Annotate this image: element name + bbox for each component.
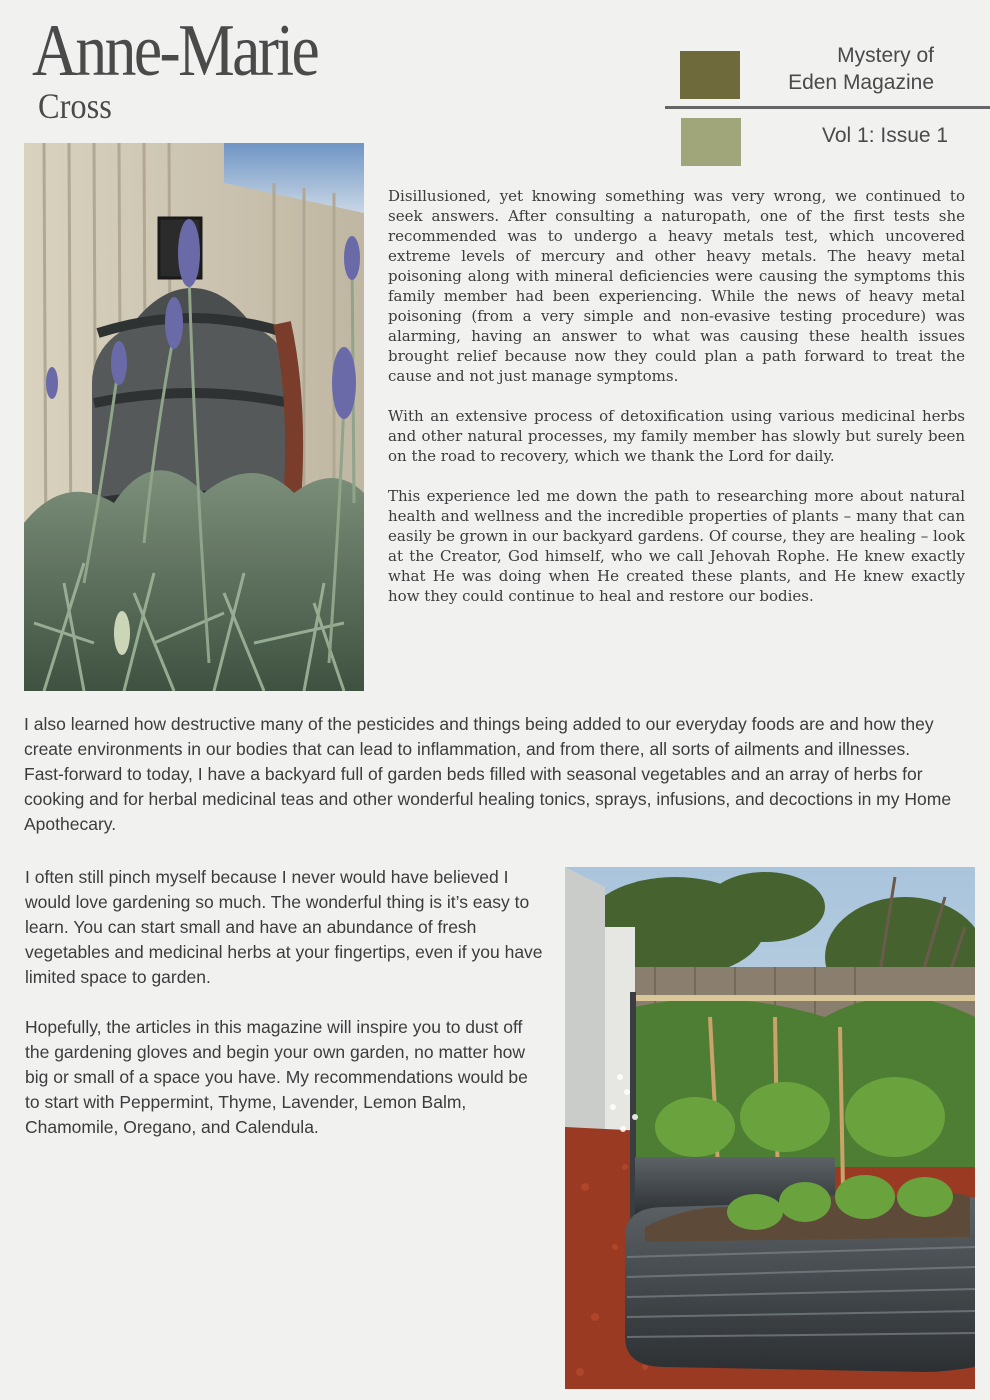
lower-paragraph: Hopefully, the articles in this magazine will inspire you to dust off the gardening gloves and begin your own garden, no matter how big or small of a space you have. My recommendations would be to start with Peppermint, Thyme, Lavender, Lemon Balm, Chamomile, Oregano, and Calendula. bbox=[25, 1017, 528, 1137]
column-paragraph: Disillusioned, yet knowing something was very wrong, we continued to seek answers. After consulting a naturopath, one of the first tests she recommended was to undergo a heavy metals test, which uncovered extreme levels of mercury and other heavy metals. The heavy metal poisoning along with mineral deficiencies were causing the symptoms this family member had been experiencing. While the news of heavy metal poisoning (from a very simple and non-evasive testing procedure) was alarming, having an answer to what was causing these health issues brought relief because now they could plan a path forward to treat the cause and not just manage symptoms. bbox=[388, 187, 965, 385]
column-paragraph: With an extensive process of detoxification using various medicinal herbs and other natural processes, my family member has slowly but surely been on the road to recovery, which we thank the Lord for daily. bbox=[388, 407, 965, 465]
issue-label: Vol 1: Issue 1 bbox=[822, 124, 949, 147]
wide-paragraph: I also learned how destructive many of the pesticides and things being added to our everyday foods are and how they create environments in our bodies that can lead to inflammation, and from there, all sorts of ailments and illnesses. bbox=[24, 714, 934, 759]
lower-paragraph: I often still pinch myself because I never would have believed I would love gardening so much. The wonderful thing is it’s easy to learn. You can start small and have an abundance of fresh vegetables and medicinal herbs at your fingertips, even if you have limited space to garden. bbox=[25, 867, 543, 987]
wide-text-block bbox=[24, 712, 974, 837]
garden-photo-illustration bbox=[565, 867, 975, 1389]
color-swatch-light bbox=[681, 118, 741, 166]
author-last-name: Cross bbox=[38, 86, 112, 126]
magazine-name: Mystery of Eden Magazine bbox=[788, 44, 934, 94]
header-divider bbox=[665, 106, 990, 109]
lavender-barrel-photo bbox=[24, 143, 364, 691]
lavender-photo-illustration bbox=[24, 143, 364, 691]
wide-paragraph: Fast-forward to today, I have a backyard full of garden beds filled with seasonal vegetables and an array of herbs for cooking and for herbal medicinal teas and other wonderful healing tonics, sprays, infusions, and decoctions in my Home Apothecary. bbox=[24, 764, 952, 834]
lower-text-block bbox=[25, 865, 545, 1140]
raised-garden-bed-photo bbox=[565, 867, 975, 1389]
right-column-text bbox=[388, 186, 965, 626]
column-paragraph: This experience led me down the path to researching more about natural health and wellness and the incredible properties of plants – many that can easily be grown in our backyard gardens. Of course, they are healing – look at the Creator, God himself, who we call Jehovah Rophe. He knew exactly what He was doing when He created these plants, and He knew exactly how they could continue to heal and restore our bodies. bbox=[388, 487, 965, 605]
color-swatch-dark bbox=[680, 51, 740, 99]
author-first-name: Anne-Marie bbox=[32, 10, 318, 92]
paragraph-spacer bbox=[25, 990, 545, 1015]
